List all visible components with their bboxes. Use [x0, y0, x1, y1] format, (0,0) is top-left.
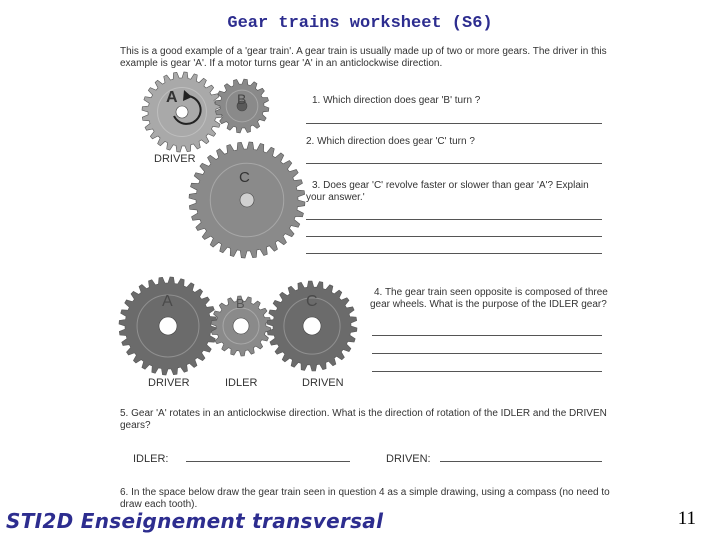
- gear-hub: [233, 318, 249, 334]
- idler-answer-label: IDLER:: [133, 453, 169, 465]
- answer-line-2[interactable]: [306, 163, 602, 164]
- driver-label: DRIVER: [148, 377, 190, 389]
- intro-line-2: example is gear 'A'. If a motor turns gear 'A' in an anticlockwise direction.: [120, 58, 443, 69]
- question-6-line-1: 6. In the space below draw the gear train seen in question 4 as a simple drawing, using a compass (no need to: [120, 487, 610, 498]
- gear-a-driver: [142, 72, 222, 152]
- driven-answer-label: DRIVEN:: [386, 453, 431, 465]
- gear-hub: [159, 317, 177, 335]
- question-4-line-1: 4. The gear train seen opposite is composed of three: [374, 287, 608, 298]
- gear-a-driver: [119, 277, 217, 375]
- driven-answer-line[interactable]: [440, 461, 602, 462]
- gear-b-label: B: [236, 296, 245, 311]
- gear-hub: [303, 317, 321, 335]
- idler-label: IDLER: [225, 377, 258, 389]
- gear-train-figure-1: [120, 70, 310, 270]
- gear-a-label: A: [166, 89, 178, 106]
- gear-train-figure-2: [110, 268, 370, 376]
- answer-line-4a[interactable]: [372, 335, 602, 336]
- gear-hub: [240, 193, 254, 207]
- question-5-line-2: gears?: [120, 420, 151, 431]
- driver-caption: DRIVER: [154, 153, 196, 165]
- question-5-line-1: 5. Gear 'A' rotates in an anticlockwise direction. What is the direction of rotation of the IDLER and the DRIVEN: [120, 408, 607, 419]
- question-6-line-2: draw each tooth).: [120, 499, 198, 510]
- page-title: Gear trains worksheet (S6): [227, 14, 493, 33]
- answer-line-4c[interactable]: [372, 371, 602, 372]
- gear-c-label: C: [306, 293, 318, 310]
- question-3-line-2: your answer.': [306, 192, 365, 203]
- question-1: 1. Which direction does gear 'B' turn ?: [312, 95, 481, 106]
- gear-c: [189, 142, 305, 258]
- question-4-line-2: gear wheels. What is the purpose of the IDLER gear?: [370, 299, 607, 310]
- gear-hub: [176, 106, 188, 118]
- question-3-line-1: 3. Does gear 'C' revolve faster or slower than gear 'A'? Explain: [312, 180, 589, 191]
- idler-answer-line[interactable]: [186, 461, 350, 462]
- intro-line-1: This is a good example of a 'gear train'. A gear train is usually made up of two or more gears. The driver in this: [120, 46, 607, 57]
- driven-label: DRIVEN: [302, 377, 344, 389]
- question-2: 2. Which direction does gear 'C' turn ?: [306, 136, 475, 147]
- gear-a-label: A: [162, 293, 173, 310]
- answer-line-1[interactable]: [306, 123, 602, 124]
- answer-line-4b[interactable]: [372, 353, 602, 354]
- page-number: 11: [677, 508, 696, 529]
- course-footer: STI2D Enseignement transversal: [6, 509, 384, 533]
- answer-line-3b[interactable]: [306, 236, 602, 237]
- gear-c-label: C: [239, 169, 250, 186]
- answer-line-3c[interactable]: [306, 253, 602, 254]
- gear-b-label: B: [237, 91, 247, 107]
- answer-line-3a[interactable]: [306, 219, 602, 220]
